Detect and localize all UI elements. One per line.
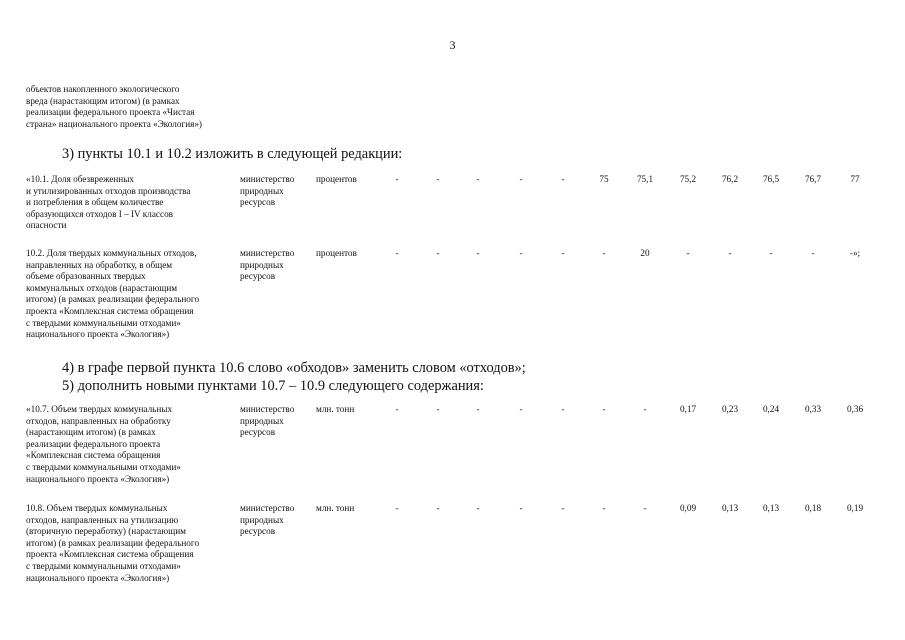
value-cell: 0,19	[846, 503, 864, 513]
value-cell: 0,17	[679, 404, 697, 414]
value-cell: -	[395, 404, 399, 414]
value-cell: -	[476, 248, 480, 258]
description-line: проекта «Комплексная система обращения	[26, 305, 194, 316]
value-cell: -	[561, 174, 565, 184]
heading-item-3: 3) пункты 10.1 и 10.2 изложить в следующей редакции:	[62, 146, 403, 162]
value-cell: -	[519, 503, 523, 513]
ministry-line: ресурсов	[240, 427, 276, 438]
ministry-line: министерство	[240, 174, 295, 184]
value-cell: 0,24	[762, 404, 780, 414]
value-cell: -	[602, 503, 606, 513]
value-cell: -	[436, 248, 440, 258]
value-cell: 76,5	[762, 174, 780, 184]
description-line: «Комплексная система обращения	[26, 450, 161, 461]
value-cell: -	[476, 404, 480, 414]
value-cell: 0,13	[762, 503, 780, 513]
description-line: «10.7. Объем твердых коммунальных	[26, 404, 173, 414]
value-cell: 75,1	[636, 174, 654, 184]
ministry-line: природных	[240, 185, 284, 196]
value-cell: -	[476, 503, 480, 513]
responsible-ministry	[240, 248, 310, 283]
heading-item-5: 5) дополнить новыми пунктами 10.7 – 10.9 следующего содержания:	[62, 378, 484, 394]
ministry-line: природных	[240, 514, 284, 525]
value-cell: -	[436, 503, 440, 513]
intro-line: реализации федерального проекта «Чистая	[26, 107, 195, 118]
description-line: (вторичную переработку) (нарастающим	[26, 526, 186, 537]
description-line: и потребления в общем количестве	[26, 197, 164, 208]
description-line: с твердыми коммунальными отходами»	[26, 317, 181, 328]
value-cell: -	[561, 503, 565, 513]
value-cell: 0,23	[721, 404, 739, 414]
value-cell: -	[476, 174, 480, 184]
value-cell: -	[643, 503, 647, 513]
value-cell: -	[519, 404, 523, 414]
intro-line: вреда (нарастающим итогом) (в рамках	[26, 95, 180, 106]
description-line: и утилизированных отходов производства	[26, 185, 191, 196]
responsible-ministry	[240, 404, 310, 439]
indicator-description	[26, 248, 232, 341]
value-cell: -	[395, 174, 399, 184]
value-cell: -	[395, 248, 399, 258]
value-cell: -	[769, 248, 773, 258]
heading-item-4: 4) в графе первой пункта 10.6 слово «обходов» заменить словом «отходов»;	[62, 360, 526, 376]
value-cell: 76,7	[804, 174, 822, 184]
indicator-description	[26, 404, 232, 485]
intro-line: объектов накопленного экологического	[26, 84, 180, 94]
value-cell: -	[811, 248, 815, 258]
value-cell: 75	[599, 174, 609, 184]
ministry-line: ресурсов	[240, 197, 276, 208]
value-cell: 0,09	[679, 503, 697, 513]
value-cell: 75,2	[679, 174, 697, 184]
value-cell: -	[686, 248, 690, 258]
description-line: «10.1. Доля обезвреженных	[26, 174, 134, 184]
value-cell: -»;	[849, 248, 861, 258]
page-number: 3	[449, 38, 456, 52]
description-line: проекта «Комплексная система обращения	[26, 549, 194, 560]
value-cell: 0,18	[804, 503, 822, 513]
description-line: объеме образованных твердых	[26, 271, 146, 282]
value-cell: -	[561, 248, 565, 258]
ministry-line: министерство	[240, 503, 295, 513]
description-line: (нарастающим итогом) (в рамках	[26, 427, 156, 438]
description-line: 10.8. Объем твердых коммунальных	[26, 503, 168, 513]
value-cell: -	[602, 404, 606, 414]
value-cell: -	[602, 248, 606, 258]
ministry-line: министерство	[240, 404, 295, 414]
description-line: итогом) (в рамках реализации федерального	[26, 294, 200, 305]
responsible-ministry	[240, 503, 310, 538]
intro-line: страна» национального проекта «Экология»)	[26, 118, 202, 129]
unit-of-measure: млн. тонн	[316, 404, 355, 414]
value-cell: 0,13	[721, 503, 739, 513]
description-line: 10.2. Доля твердых коммунальных отходов,	[26, 248, 197, 258]
description-line: опасности	[26, 220, 67, 231]
value-cell: 76,2	[721, 174, 739, 184]
value-cell: -	[519, 174, 523, 184]
indicator-description	[26, 503, 232, 584]
description-line: направленных на обработку, в общем	[26, 259, 173, 270]
ministry-line: министерство	[240, 248, 295, 258]
description-line: коммунальных отходов (нарастающим	[26, 282, 178, 293]
value-cell: 77	[850, 174, 860, 184]
value-cell: 20	[640, 248, 650, 258]
intro-text	[26, 84, 286, 130]
indicator-description	[26, 174, 232, 232]
description-line: с твердыми коммунальными отходами»	[26, 560, 181, 571]
description-line: реализации федерального проекта	[26, 438, 161, 449]
value-cell: -	[519, 248, 523, 258]
responsible-ministry	[240, 174, 310, 209]
description-line: итогом) (в рамках реализации федерального	[26, 537, 200, 548]
value-cell: -	[395, 503, 399, 513]
value-cell: -	[436, 404, 440, 414]
value-cell: -	[561, 404, 565, 414]
unit-of-measure: процентов	[316, 174, 357, 184]
description-line: отходов, направленных на утилизацию	[26, 514, 179, 525]
ministry-line: природных	[240, 259, 284, 270]
description-line: национального проекта «Экология»)	[26, 329, 170, 340]
description-line: отходов, направленных на обработку	[26, 415, 171, 426]
unit-of-measure: процентов	[316, 248, 357, 258]
description-line: образующихся отходов I – IV классов	[26, 208, 174, 219]
value-cell: -	[436, 174, 440, 184]
ministry-line: ресурсов	[240, 526, 276, 537]
value-cell: -	[643, 404, 647, 414]
value-cell: -	[728, 248, 732, 258]
description-line: с твердыми коммунальными отходами»	[26, 461, 181, 472]
ministry-line: ресурсов	[240, 271, 276, 282]
description-line: национального проекта «Экология»)	[26, 572, 170, 583]
description-line: национального проекта «Экология»)	[26, 473, 170, 484]
value-cell: 0,36	[846, 404, 864, 414]
ministry-line: природных	[240, 415, 284, 426]
value-cell: 0,33	[804, 404, 822, 414]
unit-of-measure: млн. тонн	[316, 503, 355, 513]
